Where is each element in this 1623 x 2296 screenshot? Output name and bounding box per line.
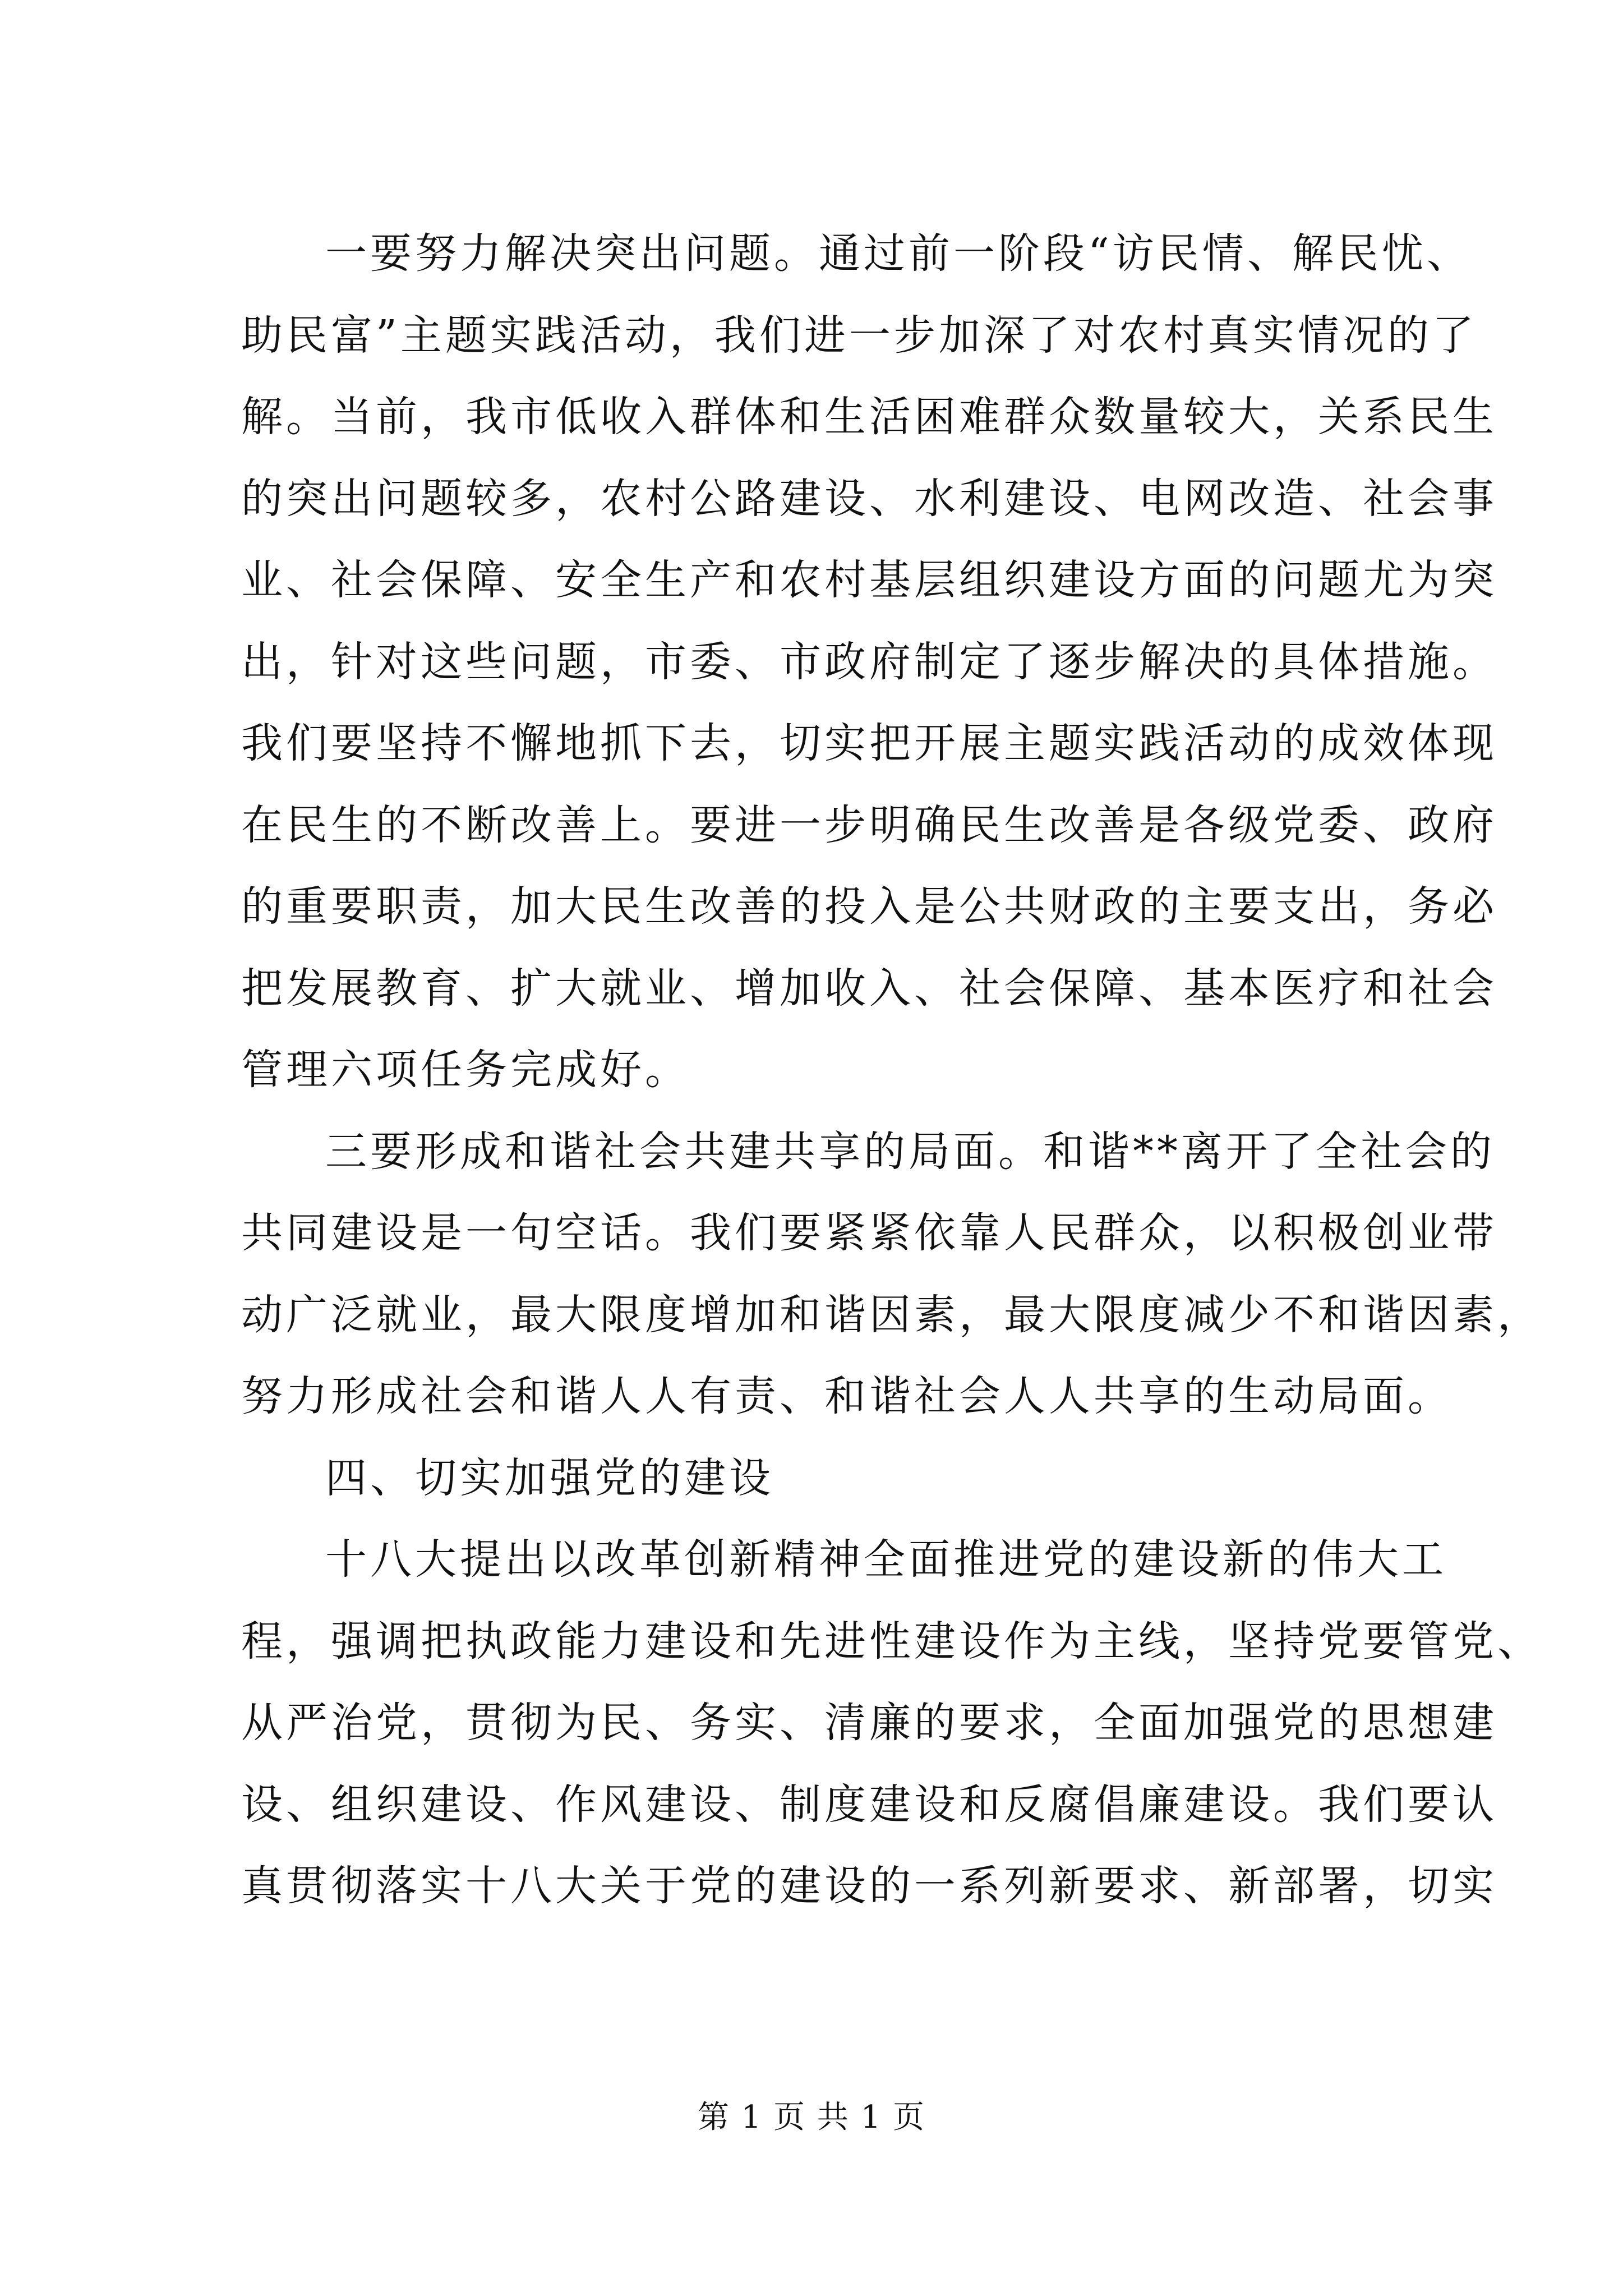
document-body: [241, 213, 1542, 1927]
text-line: 的突出问题较多，农村公路建设、水利建设、电网改造、社会事: [241, 474, 1497, 523]
text-line: 在民生的不断改善上。要进一步明确民生改善是各级党委、政府: [241, 800, 1497, 849]
text-line: 三要形成和谐社会共建共享的局面。和谐**离开了全社会的: [325, 1127, 1495, 1176]
text-line: 努力形成社会和谐人人有责、和谐社会人人共享的生动局面。: [241, 1372, 1453, 1420]
text-line: 设、组织建设、作风建设、制度建设和反腐倡廉建设。我们要认: [241, 1780, 1497, 1829]
page-footer: 第 1 页 共 1 页: [697, 2099, 926, 2136]
text-line: 管理六项任务完成好。: [241, 1046, 690, 1094]
text-line: 的重要职责，加大民生改善的投入是公共财政的主要支出，务必: [241, 882, 1497, 931]
text-line: 一要努力解决突出问题。通过前一阶段“访民情、解民忧、: [325, 229, 1472, 278]
text-line: 把发展教育、扩大就业、增加收入、社会保障、基本医疗和社会: [241, 964, 1497, 1013]
text-line: 程，强调把执政能力建设和先进性建设作为主线，坚持党要管党、: [241, 1617, 1542, 1665]
text-line: 从严治党，贯彻为民、务实、清廉的要求，全面加强党的思想建: [241, 1699, 1497, 1747]
text-line: 十八大提出以改革创新精神全面推进党的建设新的伟大工: [325, 1535, 1447, 1584]
text-line: 出，针对这些问题，市委、市政府制定了逐步解决的具体措施。: [241, 637, 1497, 686]
text-line: 我们要坚持不懈地抓下去，切实把开展主题实践活动的成效体现: [241, 719, 1497, 767]
text-line: 助民富”主题实践活动，我们进一步加深了对农村真实情况的了: [241, 311, 1477, 360]
text-line: 业、社会保障、安全生产和农村基层组织建设方面的问题尤为突: [241, 556, 1497, 604]
text-line: 解。当前，我市低收入群体和生活困难群众数量较大，关系民生: [241, 393, 1497, 441]
text-line: 动广泛就业，最大限度增加和谐因素，最大限度减少不和谐因素，: [241, 1290, 1542, 1339]
text-line: 共同建设是一句空话。我们要紧紧依靠人民群众，以积极创业带: [241, 1209, 1497, 1257]
text-line: 真贯彻落实十八大关于党的建设的一系列新要求、新部署，切实: [241, 1862, 1497, 1910]
text-line: 四、切实加强党的建设: [325, 1453, 774, 1502]
